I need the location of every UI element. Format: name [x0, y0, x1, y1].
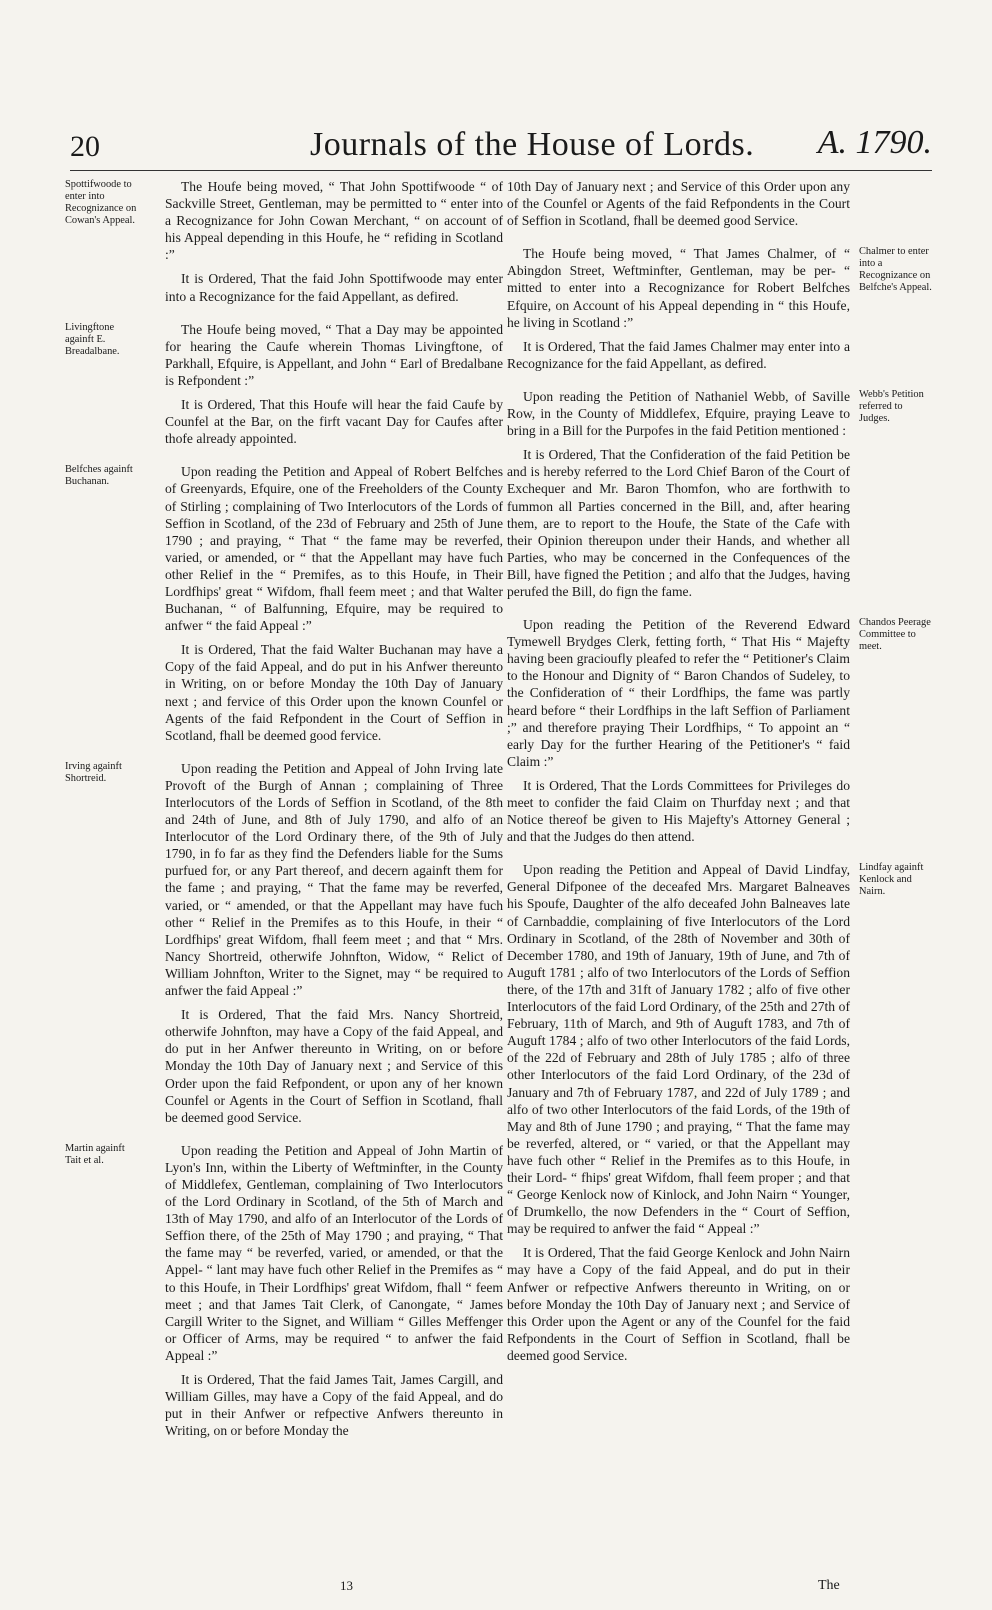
journal-entry	[507, 388, 924, 600]
margin-note: Martin againft Tait et al.	[65, 1142, 125, 1166]
entry-paragraph: It is Ordered, That the Lords Committees for Privileges do meet to confider the faid Claim on Thurfday next ; and that Notice thereof be given to His Majefty's Attorney General ; and that the Judges do then attend.	[507, 777, 850, 845]
entry-paragraph: Upon reading the Petition and Appeal of Robert Belfches of Greenyards, Efquire, one of the Freeholders of the County of Stirling ; complaining of Two Interlocutors of the Lords of Seffion in Scotland, of the 23d of February and 25th of June 1790 ; and praying, “ That “ the fame may be reverfed, varied, or amended, or “ that the Appellant may have fuch other Relief in the “ Premifes, as to this Houfe, in Their Lordfhips' great “ Wifdom, fhall feem meet ; and that Walter Buchanan, “ of Balfunning, Efquire, may be required to anfwer “ the faid Appeal :”	[165, 464, 503, 634]
margin-note: Livingftone againft E. Breadalbane.	[65, 321, 120, 357]
journal-entry	[65, 463, 503, 744]
journal-entry	[65, 1142, 503, 1440]
journal-entry	[507, 616, 931, 845]
entry-paragraph: Upon reading the Petition of the Reverend Edward Tymewell Brydges Clerk, fetting forth, “ That His “ Majefty having been gracioufly pleafed to refer the “ Petitioner's Claim to the Honour and Dignity of “ Baron Chandos of Sudeley, to the Confideration of “ their Lordfhips, the fame was partly heard before “ their Lordfhips in the laft Seffion of Parliament ;” and therefore praying Their Lordfhips, “ To appoint an “ early Day for the further Hearing of the Petitioner's “ faid Claim :”	[507, 617, 850, 769]
margin-note: Belfches againft Buchanan.	[65, 464, 133, 488]
left-column	[65, 178, 503, 1455]
entry-paragraph: It is Ordered, That the faid Mrs. Nancy Shortreid, otherwife Johnfton, may have a Copy of the faid Appeal, and do put in her Anfwer thereunto in Writing, on or before Monday the 10th Day of January next ; and Service of this Order upon the faid Refpondent, or upon any of her known Counfel or Agents in the Court of Seffion in Scotland, fhall be deemed good Service.	[165, 1007, 503, 1125]
entry-paragraph: It is Ordered, That the faid George Kenlock and John Nairn may have a Copy of the faid Appeal, and do put in their Anfwer or refpective Anfwers thereunto in Writing, on or before Monday the 10th Day of January next ; and Service of this Order upon the Agent or any of the Counfel for the faid Refpondents in the Court of Seffion in Scotland, fhall be deemed good Service.	[507, 1245, 850, 1363]
entry-paragraph: Upon reading the Petition and Appeal of John Martin of Lyon's Inn, within the Liberty of Weftminfter, in the County of Middlefex, Gentleman, complaining of Two Interlocutors of the Lord Ordinary in Scotland, of the 5th of March and 13th of May 1790, and alfo of an Interlocutor of the Lords of Seffion there, of the 25th of May 1790 ; and praying, “ That the fame may “ be reverfed, varied, or amended, or that the Appel- “ lant may have fuch other Relief in the Premifes as “ to this Houfe, in Their Lordfhips' great Wifdom, fhall “ feem meet ; and that James Tait Clerk, of Canongate, “ James Cargill Writer to the Signet, and William “ Gilles Meffenger or Officer of Arms, may be required “ to anfwer the faid Appeal :”	[165, 1142, 503, 1363]
catchword: The	[818, 1578, 840, 1593]
entry-paragraph: It is Ordered, That the faid Walter Buchanan may have a Copy of the faid Appeal, and do put in his Anfwer thereunto in Writing, on or before Monday the 10th Day of January next ; and fervice of this Order upon the known Counfel or Agents of the faid Refpondent in the Court of Seffion in Scotland, fhall be deemed good fervice.	[165, 642, 503, 743]
running-title: Journals of the House of Lords.	[310, 126, 755, 163]
journal-entry	[65, 321, 503, 448]
entry-paragraph: The Houfe being moved, “ That James Chalmer, of “ Abingdon Street, Weftminfter, Gentleman, may be per- “ mitted to enter into a Recognizance for Robert Belfches Efquire, on Account of his Appeal depending in “ this Houfe, he living in Scotland :”	[507, 246, 850, 330]
right-column	[507, 178, 932, 1380]
journal-entry	[507, 178, 850, 229]
margin-note: Lindfay againft Kenlock and Nairn.	[859, 862, 924, 898]
entry-paragraph: Upon reading the Petition of Nathaniel Webb, of Saville Row, in the County of Middlefex, Efquire, praying Leave to bring in a Bill for the Purpofes in the faid Petition mentioned :	[507, 388, 850, 439]
entry-paragraph: It is Ordered, That the faid John Spottifwoode may enter into a Recognizance for the faid Appellant, as defired.	[165, 271, 503, 304]
entry-paragraph: It is Ordered, That this Houfe will hear the faid Caufe by Counfel at the Bar, on the firft vacant Day for Caufes after thofe already appointed.	[165, 397, 503, 447]
page-number: 20	[70, 130, 100, 163]
margin-note: Chandos Peerage Committee to meet.	[859, 617, 931, 653]
journal-entry	[507, 861, 924, 1364]
entry-paragraph: Upon reading the Petition and Appeal of David Lindfay, General Difponee of the deceafed Mrs. Margaret Balneaves his Spoufe, Daughter of the alfo deceafed John Balneaves late of Carnbaddie, complaining of five Interlocutors of the Lord Ordinary in Scotland, of the 28th of November and 30th of December 1780, and 19th of January, 19th of June, and 7th of Auguft 1781 ; alfo of two Interlocutors of the Lords of Seffion there, of the 17th and 31ft of January 1782 ; alfo of five other Interlocutors of the faid Lord Ordinary, of the 25th and 27th of February, 11th of March, and 9th of Auguft 1783, and 7th of Auguft 1784 ; alfo of two other Interlocutors of the faid Lords, of the 22d of February and 28th of July 1785 ; alfo of three other Interlocutors of the faid Lord Ordinary, of the 23d of January and 7th of February 1787, and 22d of July 1789 ; and alfo of two other Interlocutors of the faid Lords, of the 19th of May and 8th of June 1790 ; and praying, “ That the fame may be reverfed, altered, or “ varied, or that the Appellant may have fuch other “ Relief in the Premifes as to this Houfe, in their Lord- “ fhips' great Wifdom, fhall feem proper ; and that “ George Kenlock now of Kinlock, and John Nairn “ Younger, of Drumkello, the now Defenders in the “ Court of Seffion, may be required to anfwer the faid “ Appeal :”	[507, 862, 850, 1237]
header-rule	[70, 170, 932, 171]
signature-mark: 13	[340, 1578, 353, 1593]
margin-note: Webb's Petition referred to Judges.	[859, 388, 924, 424]
entry-paragraph: The Houfe being moved, “ That a Day may be appointed for hearing the Caufe wherein Thomas Livingftone, of Parkhall, Efquire, is Appellant, and John “ Earl of Bredalbane is Refpondent :”	[165, 321, 503, 388]
journal-entry	[65, 760, 503, 1126]
journal-entry	[65, 178, 503, 305]
journal-entry	[507, 245, 932, 372]
entry-paragraph: It is Ordered, That the faid James Chalmer may enter into a Recognizance for the faid Appellant, as defired.	[507, 338, 850, 371]
entry-paragraph: It is Ordered, That the Confideration of the faid Petition be and is hereby referred to the Lord Chief Baron of the Court of Exchequer and Mr. Baron Thomfon, who are forthwith to fummon all Parties concerned in the Bill, and, after hearing them, are to report to the Houfe, the State of the Cafe with their Opinion thereupon under their Hands, and whether all Parties, who may be concerned in the Confequences of the Bill, have figned the Petition ; and alfo that the Judges, having perufed the Bill, do fign the fame.	[507, 447, 850, 599]
year-heading: A. 1790.	[817, 124, 932, 161]
margin-note: Irving againft Shortreid.	[65, 760, 122, 784]
margin-note: Chalmer to enter into a Recognizance on Belfche's Appeal.	[859, 246, 932, 294]
entry-paragraph: It is Ordered, That the faid James Tait, James Cargill, and William Gilles, may have a Copy of the faid Appeal, and do put in their Anfwer or refpective Anfwers thereunto in Writing, on or before Monday the	[165, 1372, 503, 1439]
margin-note: Spottifwoode to enter into Recognizance on Cowan's Appeal.	[65, 179, 137, 226]
entry-paragraph: Upon reading the Petition and Appeal of John Irving late Provoft of the Burgh of Annan ; complaining of Three Interlocutors of the Lords of Seffion in Scotland, of the 8th and 24th of June, and 8th of July 1790, and alfo of an Interlocutor of the Lord Ordinary there, of the 9th of July 1790, in fo far as they find the Defenders liable for the Sums purfued for, or any Part thereof, and decern againft them for the fame ; and praying, “ That the fame may be reverfed, varied, or “ amended, or that the Appellant may have fuch other “ Relief in the Premifes as to this Houfe, in their “ Lordfhips' great Wifdom, fhall feem meet ; and that “ Mrs. Nancy Shortreid, otherwife Johnfton, Widow, “ Relict of William Johnfton, Writer to the Signet, may “ be required to anfwer the faid Appeal :”	[165, 760, 503, 999]
entry-paragraph: 10th Day of January next ; and Service of this Order upon any of the Counfel or Agents of the faid Refpondents in the Court of Seffion in Scotland, fhall be deemed good Service.	[507, 179, 850, 229]
entry-paragraph: The Houfe being moved, “ That John Spottifwoode “ of Sackville Street, Gentleman, may be permitted to “ enter into a Recognizance for John Cowan Merchant, “ on account of his Appeal depending in this Houfe, he “ refiding in Scotland :”	[165, 179, 503, 263]
